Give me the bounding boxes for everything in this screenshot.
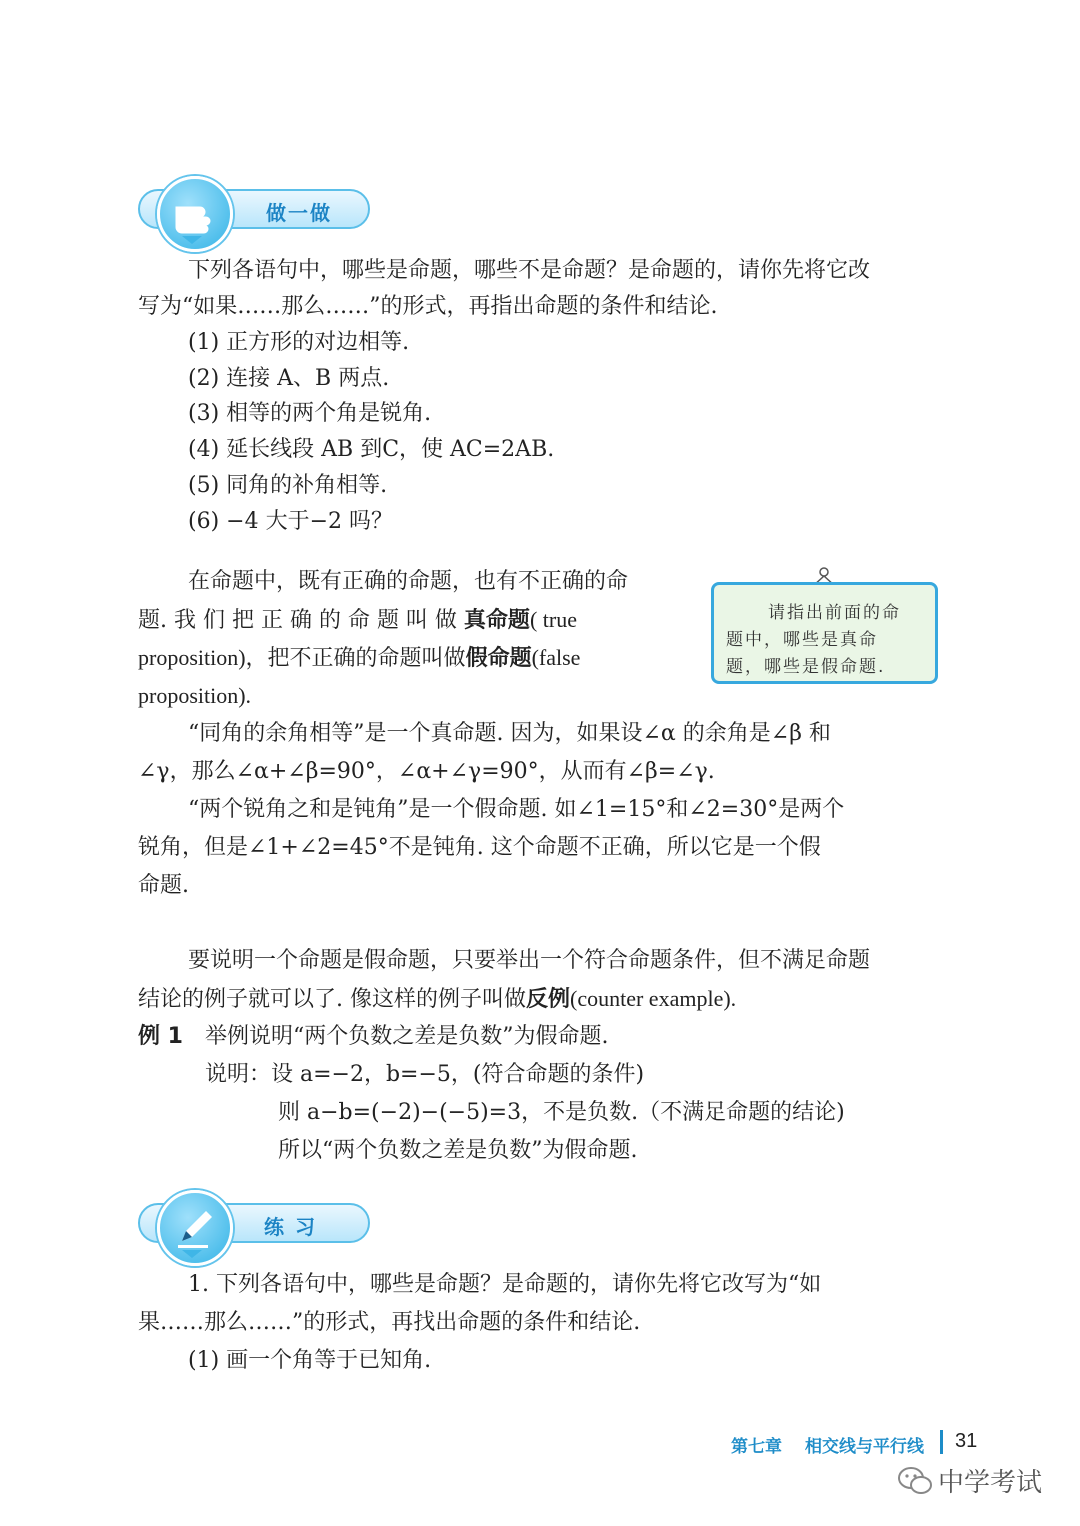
- task-item: (4) 延长线段 AB 到C，使 AC=2AB.: [188, 437, 555, 462]
- para3-line3: 命题.: [138, 873, 189, 898]
- exercise-line1: 1. 下列各语句中，哪些是命题？是命题的，请你先将它改写为“如: [188, 1272, 822, 1297]
- watermark-text: 中学考试: [938, 1468, 1043, 1498]
- task-item: (1) 正方形的对边相等.: [188, 330, 410, 355]
- task-item: (3) 相等的两个角是锐角.: [188, 401, 432, 426]
- footer-divider: [940, 1430, 943, 1454]
- example-line1: 说明：设 a=−2，b=−5，(符合命题的条件): [205, 1062, 645, 1087]
- note-line2: 题中，哪些是真命: [726, 630, 878, 650]
- para1-line2: [138, 603, 577, 638]
- exercise-item1: (1) 画一个角等于已知角.: [188, 1348, 432, 1373]
- term-false-proposition: 假命题: [465, 646, 532, 671]
- term-counter-example: 反例: [526, 987, 571, 1012]
- wechat-icon: [897, 1466, 933, 1496]
- note-line3: 题，哪些是假命题.: [726, 657, 886, 677]
- example-label: 例 1: [138, 1024, 183, 1049]
- para2-line2: ∠γ，那么∠α+∠β=90°，∠α+∠γ=90°，从而有∠β=∠γ.: [138, 759, 715, 784]
- exercise-line2: 果……那么……”的形式，再找出命题的条件和结论.: [138, 1310, 641, 1335]
- para1-text: 题. 我 们 把 正 确 的 命 题 叫 做: [138, 608, 464, 633]
- footer-chapter-title: 相交线与平行线: [805, 1437, 924, 1457]
- para1-text: ( true: [529, 607, 577, 632]
- note-box: [711, 582, 938, 684]
- section-title: 做一做: [266, 201, 332, 225]
- para4-text: 结论的例子就可以了. 像这样的例子叫做: [138, 987, 526, 1012]
- para4-text: (counter example).: [570, 986, 737, 1011]
- para1-line1: 在命题中，既有正确的命题，也有不正确的命: [188, 569, 629, 594]
- term-true-proposition: 真命题: [463, 608, 530, 633]
- para4-line2: [138, 982, 736, 1017]
- task-intro-line1: 下列各语句中，哪些是命题，哪些不是命题？是命题的，请你先将它改: [188, 258, 871, 283]
- task-item: (2) 连接 A、B 两点.: [188, 366, 390, 391]
- para3-line1: “两个锐角之和是钝角”是一个假命题. 如∠1=15°和∠2=30°是两个: [188, 797, 845, 822]
- example-statement: 举例说明“两个负数之差是负数”为假命题.: [205, 1024, 609, 1049]
- para2-line1: “同角的余角相等”是一个真命题. 因为，如果设∠α 的余角是∠β 和: [188, 721, 831, 746]
- pointer-triangle: [182, 1250, 202, 1258]
- task-item: (5) 同角的补角相等.: [188, 473, 388, 498]
- section-title: 练 习: [264, 1215, 317, 1239]
- para1-text: (false: [531, 645, 581, 670]
- para1-text: proposition)，把不正确的命题叫做: [138, 645, 466, 670]
- para4-line1: 要说明一个命题是假命题，只要举出一个符合命题条件，但不满足命题: [188, 948, 871, 973]
- page-number: 31: [955, 1430, 978, 1452]
- example-line2: 则 a−b=(−2)−(−5)=3，不是负数.（不满足命题的结论): [278, 1100, 845, 1125]
- task-item: (6) −4 大于−2 吗？: [188, 509, 394, 534]
- example-line3: 所以“两个负数之差是负数”为假命题.: [278, 1138, 638, 1163]
- para1-line3: [138, 641, 580, 676]
- pointer-triangle: [182, 236, 202, 244]
- task-intro-line2: 写为“如果……那么……”的形式，再指出命题的条件和结论.: [138, 294, 718, 319]
- para3-line2: 锐角，但是∠1+∠2=45°不是钝角. 这个命题不正确，所以它是一个假: [138, 835, 821, 860]
- para1-line4: proposition).: [138, 683, 252, 708]
- note-line1: 请指出前面的命: [768, 603, 901, 623]
- footer-chapter: 第七章: [731, 1437, 782, 1457]
